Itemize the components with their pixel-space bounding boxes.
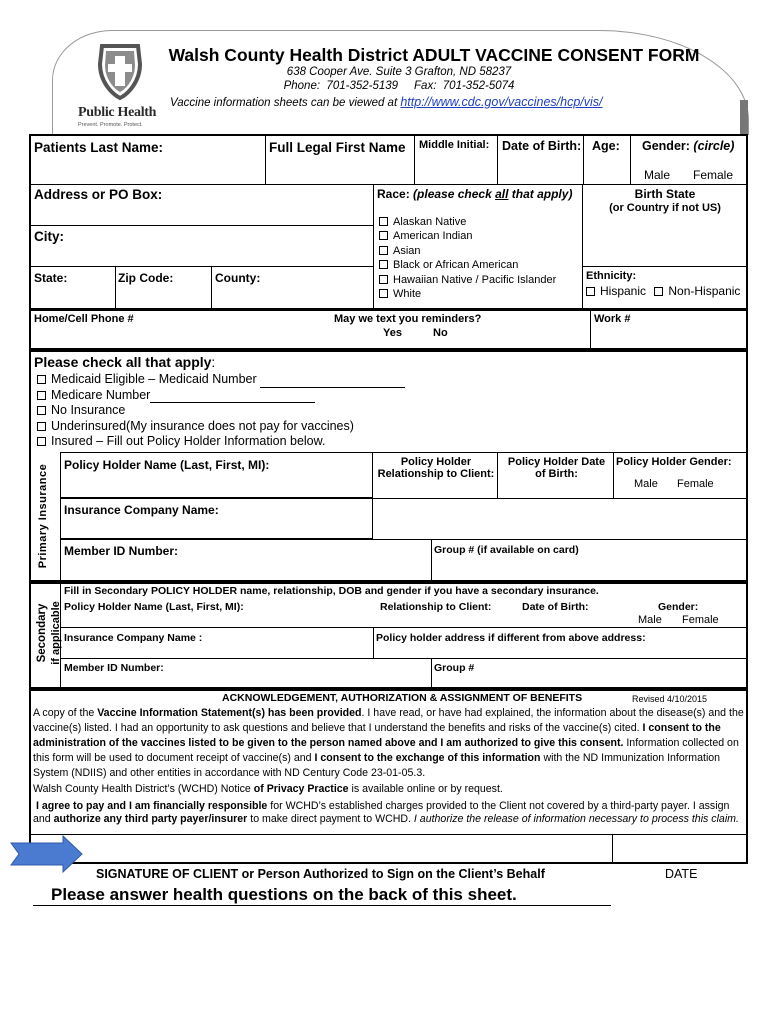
divider — [30, 266, 373, 267]
clinic-address: 638 Cooper Ave. Suite 3 Grafton, ND 58237 — [286, 66, 512, 78]
divider — [590, 310, 591, 350]
secondary-gender-field[interactable]: Gender: — [658, 601, 699, 613]
divider — [60, 627, 747, 628]
signature-input-area[interactable] — [86, 836, 610, 862]
divider — [30, 834, 747, 835]
county-field[interactable]: County: — [215, 271, 261, 285]
insurance-option-medicaid[interactable] — [37, 372, 405, 388]
race-option[interactable] — [379, 273, 556, 287]
checkbox-icon[interactable] — [379, 231, 388, 240]
ack-text-bold: I consent to the administration of the vaccines listed to be given to the person named above and I am authorized to give this consent. — [33, 722, 721, 750]
primary-holder-gender-field[interactable]: Policy Holder Gender: — [616, 456, 732, 468]
middle-initial-field[interactable]: Middle Initial: — [419, 139, 490, 151]
privacy-text-bold: of Privacy Practice — [253, 783, 349, 796]
gender-note: (circle) — [693, 139, 735, 153]
checkbox-icon[interactable] — [37, 422, 46, 431]
divider — [431, 539, 432, 581]
secondary-gender-male[interactable]: Male — [638, 614, 662, 626]
gender-male-option[interactable]: Male — [644, 168, 671, 182]
insurance-heading-colon: : — [211, 354, 216, 370]
divider — [60, 658, 747, 659]
ack-text-bold: I consent to the exchange of this information — [314, 752, 541, 765]
payment-text: for WCHD’s established charges provided to the Client not covered by a third-party payer. I assign and — [33, 799, 730, 825]
privacy-paragraph — [33, 782, 745, 797]
gender-label: Gender: — [642, 139, 690, 153]
primary-gender-female[interactable]: Female — [677, 478, 714, 490]
payment-text-italic: I authorize the release of information necessary to process this claim. — [413, 812, 739, 825]
ethnicity-non-hispanic[interactable] — [654, 284, 740, 298]
insurance-options — [37, 372, 405, 450]
race-option-label: Hawaiian Native / Pacific Islander — [393, 273, 557, 286]
checkbox-icon[interactable] — [379, 246, 388, 255]
first-name-field[interactable]: Full Legal First Name — [269, 140, 406, 155]
hispanic-label: Hispanic — [600, 284, 647, 298]
work-phone-field[interactable]: Work # — [594, 313, 631, 325]
insurance-heading — [34, 354, 215, 370]
zip-field[interactable]: Zip Code: — [118, 271, 174, 285]
header-shadow — [740, 100, 748, 134]
home-cell-phone-field[interactable]: Home/Cell Phone # — [34, 313, 134, 325]
age-field[interactable]: Age: — [592, 139, 620, 153]
signature-label: SIGNATURE OF CLIENT or Person Authorized to Sign on the Client’s Behalf — [96, 867, 545, 881]
race-option-label: American Indian — [393, 230, 473, 243]
logo-tagline: Prevent. Promote. Protect. — [78, 122, 143, 128]
date-label: DATE — [665, 867, 698, 881]
secondary-address-field[interactable]: Policy holder address if different from above address: — [376, 632, 646, 644]
ack-text: . I have read, or have had explained, the information about the disease(s) and the vaccine(s) listed. I had an opportunity to ask questions and believe that I understand the benefits and risks of the vaccine(s) cited. — [33, 707, 744, 735]
primary-holder-name-field[interactable]: Policy Holder Name (Last, First, MI): — [64, 458, 270, 472]
vis-line — [170, 95, 690, 109]
race-option[interactable] — [379, 244, 556, 258]
insurance-option-label: Medicaid Eligible – Medicaid Number — [51, 372, 261, 386]
checkbox-icon[interactable] — [37, 406, 46, 415]
vis-prefix: Vaccine information sheets can be viewed at — [170, 97, 398, 109]
ethnicity-label: Ethnicity: — [586, 270, 637, 282]
insurance-option-label: Medicare Number — [51, 387, 151, 402]
payment-text: to make direct payment to WCHD. — [247, 812, 414, 825]
back-page-notice-text: Please answer health questions on the back of this sheet. — [51, 885, 517, 904]
race-option-label: Alaskan Native — [393, 216, 467, 228]
primary-holder-dob-field[interactable]: Policy Holder Date of Birth: — [507, 456, 606, 480]
clinic-phone-fax: Phone: 701-352-5139 Fax: 701-352-5074 — [283, 80, 515, 92]
text-yes-option[interactable]: Yes — [383, 327, 402, 339]
race-label: Race: — [377, 187, 410, 201]
checkbox-icon[interactable] — [37, 391, 46, 400]
primary-group-field[interactable]: Group # (if available on card) — [434, 544, 579, 556]
sign-here-arrow-icon — [9, 835, 83, 873]
city-field[interactable]: City: — [34, 229, 64, 244]
text-reminders-question: May we text you reminders? — [334, 313, 482, 325]
divider — [431, 658, 432, 688]
divider — [583, 135, 584, 184]
insurance-option-medicare[interactable] — [37, 388, 405, 404]
divider — [497, 135, 498, 184]
gender-female-option[interactable]: Female — [693, 168, 734, 182]
state-field[interactable]: State: — [34, 271, 68, 285]
divider — [414, 135, 415, 184]
primary-gender-male[interactable]: Male — [634, 478, 658, 490]
checkbox-icon[interactable] — [379, 289, 388, 298]
insurance-option-none[interactable] — [37, 403, 405, 419]
secondary-group-field[interactable]: Group # — [434, 662, 475, 674]
acknowledgement-text — [33, 706, 745, 826]
ack-text: Information collected on this form will be used to document receipt of vaccine(s) and — [33, 737, 739, 765]
secondary-instruction: Fill in Secondary POLICY HOLDER name, relationship, DOB and gender if you have a secondary insurance. — [64, 585, 599, 597]
text-no-option[interactable]: No — [433, 327, 448, 339]
logo — [78, 40, 162, 128]
privacy-text: is available online or by request. — [348, 783, 503, 796]
shield-cross-icon — [78, 40, 162, 102]
divider — [211, 266, 212, 309]
primary-relationship-field[interactable]: Policy Holder Relationship to Client: — [377, 456, 495, 480]
logo-text: Public Health — [78, 105, 157, 120]
divider — [373, 184, 374, 309]
divider — [373, 627, 374, 658]
divider — [582, 266, 747, 267]
checkbox-icon[interactable] — [654, 287, 663, 296]
checkbox-icon[interactable] — [37, 437, 46, 446]
divider — [265, 135, 266, 184]
medicare-number-line[interactable] — [150, 402, 315, 403]
insurance-option-label: No Insurance — [51, 403, 126, 418]
race-option[interactable] — [379, 229, 556, 243]
birth-state-field[interactable]: Birth State — [634, 187, 696, 201]
payment-text-bold: authorize any third party payer/insurer — [53, 812, 248, 825]
ethnicity-options — [586, 284, 740, 298]
primary-company-field[interactable]: Insurance Company Name: — [64, 503, 219, 517]
race-note-1: (please check — [413, 187, 496, 201]
payment-text-bold: I agree to pay and I am financially responsible — [35, 799, 268, 812]
primary-insurance-side-label: Primary Insurance — [37, 463, 49, 569]
birth-country-note: (or Country if not US) — [609, 202, 721, 214]
ack-text-bold: Vaccine Information Statement(s) has been provided — [97, 707, 362, 719]
race-option[interactable] — [379, 287, 556, 301]
race-option-label: Black or African American — [393, 259, 519, 272]
race-option-label: White — [393, 288, 422, 301]
acknowledgement-paragraph — [33, 706, 745, 781]
checkbox-icon[interactable] — [379, 275, 388, 284]
date-input-area[interactable] — [614, 836, 746, 862]
secondary-relationship-field[interactable]: Relationship to Client: — [380, 601, 492, 613]
race-option-label: Asian — [393, 244, 421, 257]
ack-text: A copy of the — [33, 707, 98, 719]
payment-paragraph — [33, 800, 745, 827]
secondary-company-field[interactable]: Insurance Company Name : — [64, 632, 203, 644]
divider — [60, 539, 747, 540]
divider — [30, 184, 747, 185]
race-option[interactable] — [379, 258, 556, 272]
checkbox-icon[interactable] — [379, 217, 388, 226]
race-note-2: that apply) — [508, 187, 573, 201]
insurance-option-underinsured[interactable] — [37, 419, 405, 435]
back-page-notice — [33, 885, 611, 906]
checkbox-icon[interactable] — [37, 375, 46, 384]
secondary-side-label: Secondary — [36, 603, 48, 663]
privacy-text: Walsh County Health District’s (WCHD) Notice — [33, 783, 254, 796]
form-title: Walsh County Health District ADULT VACCINE CONSENT FORM — [168, 45, 700, 65]
race-note-all: all — [495, 187, 509, 201]
revised-date: Revised 4/10/2015 — [632, 694, 708, 704]
race-options — [379, 215, 556, 301]
primary-member-id-field[interactable]: Member ID Number: — [64, 544, 179, 558]
checkbox-icon[interactable] — [586, 287, 595, 296]
divider — [497, 452, 498, 498]
dob-field[interactable]: Date of Birth: — [502, 139, 582, 153]
checkbox-icon[interactable] — [379, 260, 388, 269]
gender-field[interactable] — [642, 139, 734, 153]
race-heading — [377, 187, 572, 201]
insurance-option-label: Underinsured(My insurance does not pay for vaccines) — [51, 418, 354, 433]
vis-link[interactable]: http://www.cdc.gov/vaccines/hcp/vis/ — [400, 95, 603, 109]
insurance-option-insured[interactable] — [37, 434, 405, 450]
ack-text: with the ND Immunization Information System (NDIIS) and other entities in accordance with ND Century Code 23-01-05.3. — [33, 752, 721, 780]
divider — [115, 266, 116, 309]
insurance-option-label: Insured – Fill out Policy Holder Information below. — [51, 434, 326, 449]
divider — [612, 834, 613, 864]
insurance-heading-text: Please check all that apply — [34, 354, 212, 370]
secondary-member-id-field[interactable]: Member ID Number: — [64, 662, 164, 674]
divider — [630, 135, 631, 184]
last-name-field[interactable]: Patients Last Name: — [34, 140, 164, 155]
non-hispanic-label: Non-Hispanic — [668, 284, 741, 298]
secondary-gender-female[interactable]: Female — [682, 614, 719, 626]
secondary-side-label-2: if applicable — [50, 601, 62, 665]
secondary-dob-field[interactable]: Date of Birth: — [522, 601, 589, 613]
acknowledgement-heading: ACKNOWLEDGEMENT, AUTHORIZATION & ASSIGNMENT OF BENEFITS — [222, 692, 583, 704]
divider — [30, 225, 373, 226]
address-field[interactable]: Address or PO Box: — [34, 187, 163, 202]
ethnicity-hispanic[interactable] — [586, 284, 646, 298]
race-option[interactable] — [379, 215, 556, 229]
secondary-holder-name-field[interactable]: Policy Holder Name (Last, First, MI): — [64, 601, 244, 613]
divider — [613, 452, 614, 498]
